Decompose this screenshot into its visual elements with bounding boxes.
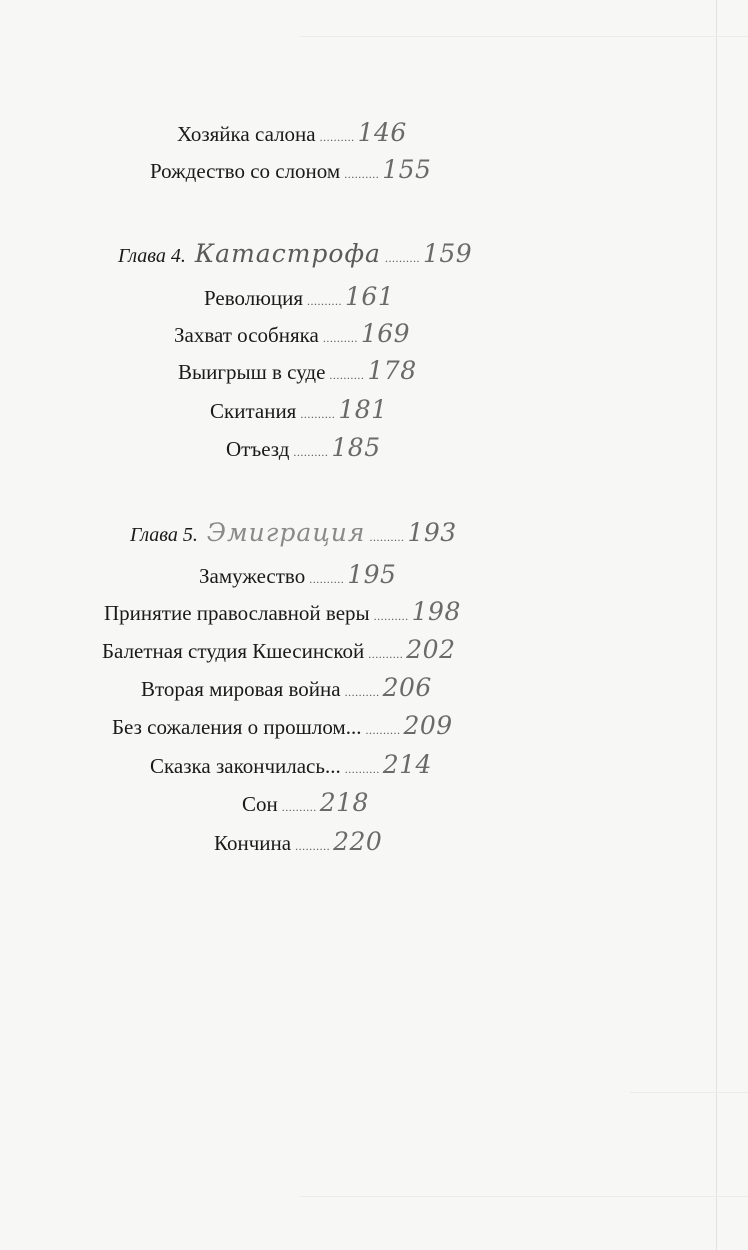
toc-entry xyxy=(242,788,369,817)
toc-entry xyxy=(150,155,431,184)
toc-entry xyxy=(104,597,461,626)
dot-leader: .......... xyxy=(281,800,317,814)
toc-entry-title: Без сожаления о прошлом... xyxy=(112,715,362,739)
toc-entry xyxy=(204,282,394,311)
chapter-heading xyxy=(118,239,472,268)
toc-entry xyxy=(226,433,381,462)
chapter-title: Эмиграция xyxy=(206,518,366,547)
toc-entry xyxy=(210,395,388,424)
toc-entry xyxy=(141,673,432,702)
dot-leader: .......... xyxy=(373,609,409,623)
dot-leader: .......... xyxy=(368,647,404,661)
toc-page-number: 155 xyxy=(382,155,432,184)
toc-entry xyxy=(102,635,455,664)
toc-entry-title: Отъезд xyxy=(226,437,290,461)
toc-entry-title: Скитания xyxy=(210,399,297,423)
toc-entry xyxy=(174,319,410,348)
toc-entry-title: Сказка закончилась... xyxy=(150,754,341,778)
dot-leader: .......... xyxy=(322,331,358,345)
toc-entry-title: Выигрыш в суде xyxy=(178,360,326,384)
toc-page-number: 202 xyxy=(406,635,456,664)
toc-page-number: 209 xyxy=(403,711,453,740)
toc-page-number: 146 xyxy=(357,118,407,147)
toc-page-number: 169 xyxy=(360,319,411,348)
chapter-label: Глава 5. xyxy=(130,524,198,546)
chapter-label: Глава 4. xyxy=(118,245,186,267)
toc-entry-title: Замужество xyxy=(199,564,306,588)
toc-page-number: 218 xyxy=(319,788,369,817)
toc-page-number: 178 xyxy=(367,356,417,385)
toc-entry-title: Принятие православной веры xyxy=(104,601,370,625)
toc-entry xyxy=(214,827,382,856)
dot-leader: .......... xyxy=(344,167,380,181)
chapter-heading xyxy=(130,518,457,547)
toc-page-number: 214 xyxy=(382,750,432,779)
toc-entry xyxy=(199,560,396,589)
toc-entry-title: Кончина xyxy=(214,831,292,855)
dot-leader: .......... xyxy=(329,368,365,382)
dot-leader: .......... xyxy=(384,251,420,265)
toc-entry xyxy=(178,356,417,385)
dot-leader: .......... xyxy=(293,445,329,459)
toc-page-number: 195 xyxy=(347,560,397,589)
dot-leader: .......... xyxy=(319,130,355,144)
toc-entry xyxy=(150,750,432,779)
toc-page-number: 161 xyxy=(345,282,395,311)
toc-entry-title: Сон xyxy=(242,792,278,816)
toc-entry xyxy=(112,711,453,740)
dot-leader: .......... xyxy=(369,530,405,544)
dot-leader: .......... xyxy=(300,407,336,421)
toc-page-number: 185 xyxy=(331,433,381,462)
toc-page-number: 193 xyxy=(407,518,457,547)
toc-entry-title: Революция xyxy=(204,286,304,310)
toc-entry xyxy=(177,118,407,147)
chapter-title: Катастрофа xyxy=(194,239,381,268)
toc-page-number: 206 xyxy=(382,673,432,702)
toc-page-number: 220 xyxy=(333,827,383,856)
toc-entry-title: Хозяйка салона xyxy=(177,122,316,146)
dot-leader: .......... xyxy=(344,685,380,699)
toc-entry-title: Вторая мировая война xyxy=(141,677,341,701)
dot-leader: .......... xyxy=(309,572,345,586)
toc-entry-title: Рождество со слоном xyxy=(150,159,341,183)
toc-page-number: 181 xyxy=(338,395,388,424)
dot-leader: .......... xyxy=(307,294,343,308)
toc-page-number: 159 xyxy=(422,239,473,268)
toc-page-number: 198 xyxy=(411,597,461,626)
dot-leader: .......... xyxy=(344,762,380,776)
dot-leader: .......... xyxy=(365,723,401,737)
dot-leader: .......... xyxy=(295,839,331,853)
toc-entry-title: Захват особняка xyxy=(174,323,319,347)
toc-entry-title: Балетная студия Кшесинской xyxy=(102,639,365,663)
